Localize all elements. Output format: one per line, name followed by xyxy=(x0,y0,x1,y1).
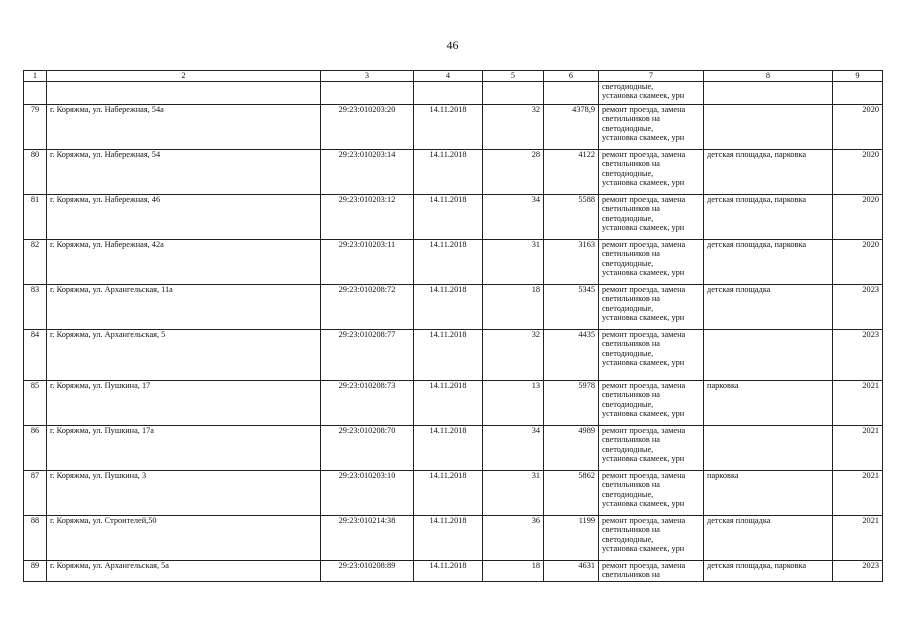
column-6-cell: 5978 xyxy=(544,381,599,426)
column-5-cell: 28 xyxy=(483,150,544,195)
year-cell: 2021 xyxy=(833,381,883,426)
work-line: установка скамеек, урн xyxy=(602,357,685,367)
header-cell: 4 xyxy=(414,71,483,82)
year-cell: 2023 xyxy=(833,330,883,381)
work-line: светильников на xyxy=(602,114,660,124)
column-6-cell: 4122 xyxy=(544,150,599,195)
extra-works-cell: детская площадка, парковка xyxy=(704,195,833,240)
cadastral-number-cell: 29:23:010203:10 xyxy=(321,471,414,516)
date-cell: 14.11.2018 xyxy=(414,150,483,195)
extra-works-cell: парковка xyxy=(704,471,833,516)
table-row xyxy=(24,195,883,240)
table-row xyxy=(24,330,883,381)
cadastral-number-cell: 29:23:010208:77 xyxy=(321,330,414,381)
year-cell: 2023 xyxy=(833,285,883,330)
work-line: установка скамеек, урн xyxy=(602,91,685,101)
address-cell: г. Коряжма, ул. Набережная, 46 xyxy=(47,195,321,240)
work-line: светильников на xyxy=(602,435,660,445)
extra-works-cell: парковка xyxy=(704,381,833,426)
row-number-cell: 83 xyxy=(24,285,47,330)
table-row xyxy=(24,561,883,582)
column-6-cell: 5345 xyxy=(544,285,599,330)
work-line: светодиодные, xyxy=(602,82,654,91)
column-5-cell: 31 xyxy=(483,240,544,285)
continuation-row xyxy=(24,82,883,105)
column-6-cell: 5862 xyxy=(544,471,599,516)
work-cell xyxy=(599,105,704,150)
work-line: светодиодные, xyxy=(602,258,654,268)
extra-works-cell xyxy=(704,330,833,381)
extra-works-cell: детская площадка, парковка xyxy=(704,240,833,285)
table-body xyxy=(24,82,883,582)
work-line: ремонт проезда, замена xyxy=(602,240,686,249)
header-cell: 5 xyxy=(483,71,544,82)
address-cell: г. Коряжма, ул. Набережная, 54а xyxy=(47,105,321,150)
work-cell xyxy=(599,471,704,516)
table-row xyxy=(24,516,883,561)
row-number-cell: 84 xyxy=(24,330,47,381)
extra-works-cell: детская площадка xyxy=(704,285,833,330)
work-line: светодиодные, xyxy=(602,444,654,454)
date-cell: 14.11.2018 xyxy=(414,195,483,240)
cadastral-number-cell: 29:23:010208:89 xyxy=(321,561,414,582)
column-5-cell: 34 xyxy=(483,426,544,471)
work-line: установка скамеек, урн xyxy=(602,543,685,553)
extra-works-cell: детская площадка, парковка xyxy=(704,561,833,582)
address-cell: г. Коряжма, ул. Пушкина, 17 xyxy=(47,381,321,426)
work-line: светильников на xyxy=(602,570,660,580)
year-cell: 2020 xyxy=(833,195,883,240)
row-number-cell: 82 xyxy=(24,240,47,285)
work-line: светодиодные, xyxy=(602,399,654,409)
page-number: 46 xyxy=(446,38,459,52)
header-cell: 1 xyxy=(24,71,47,82)
address-cell: г. Коряжма, ул. Архангельская, 5 xyxy=(47,330,321,381)
table-row xyxy=(24,150,883,195)
work-line: ремонт проезда, замена xyxy=(602,561,686,570)
work-cell xyxy=(599,195,704,240)
work-line: светодиодные, xyxy=(602,123,654,133)
column-5-cell: 36 xyxy=(483,516,544,561)
row-number-cell: 81 xyxy=(24,195,47,240)
work-cell xyxy=(599,330,704,381)
work-cell xyxy=(599,561,704,582)
address-cell: г. Коряжма, ул. Набережная, 54 xyxy=(47,150,321,195)
work-line: установка скамеек, урн xyxy=(602,408,685,418)
work-line: ремонт проезда, замена xyxy=(602,195,686,204)
work-line: светодиодные, xyxy=(602,534,654,544)
work-line: установка скамеек, урн xyxy=(602,312,685,322)
work-line: светодиодные, xyxy=(602,489,654,499)
year-cell: 2021 xyxy=(833,516,883,561)
cadastral-number-cell: 29:23:010203:14 xyxy=(321,150,414,195)
column-5-cell: 34 xyxy=(483,195,544,240)
work-line: установка скамеек, урн xyxy=(602,267,685,277)
column-5-cell: 18 xyxy=(483,561,544,582)
table-row xyxy=(24,381,883,426)
work-line: ремонт проезда, замена xyxy=(602,285,686,294)
row-number-cell: 88 xyxy=(24,516,47,561)
date-cell: 14.11.2018 xyxy=(414,285,483,330)
cadastral-number-cell: 29:23:010203:11 xyxy=(321,240,414,285)
work-line: светильников на xyxy=(602,480,660,490)
address-cell: г. Коряжма, ул. Архангельская, 5а xyxy=(47,561,321,582)
work-line: установка скамеек, урн xyxy=(602,498,685,508)
work-line: установка скамеек, урн xyxy=(602,177,685,187)
extra-works-cell xyxy=(704,426,833,471)
table-row xyxy=(24,285,883,330)
date-cell: 14.11.2018 xyxy=(414,330,483,381)
row-number-cell: 87 xyxy=(24,471,47,516)
column-6-cell: 3163 xyxy=(544,240,599,285)
address-cell: г. Коряжма, ул. Набережная, 42а xyxy=(47,240,321,285)
work-line: светильников на xyxy=(602,159,660,169)
work-cell xyxy=(599,82,704,105)
work-line: светодиодные, xyxy=(602,303,654,313)
date-cell: 14.11.2018 xyxy=(414,240,483,285)
cadastral-number-cell: 29:23:010208:73 xyxy=(321,381,414,426)
header-cell: 7 xyxy=(599,71,704,82)
data-table xyxy=(23,70,883,582)
column-6-cell: 5588 xyxy=(544,195,599,240)
date-cell: 14.11.2018 xyxy=(414,105,483,150)
date-cell: 14.11.2018 xyxy=(414,381,483,426)
row-number-cell: 80 xyxy=(24,150,47,195)
work-line: светильников на xyxy=(602,294,660,304)
year-cell: 2023 xyxy=(833,561,883,582)
work-line: ремонт проезда, замена xyxy=(602,471,686,480)
address-cell: г. Коряжма, ул. Строителей,50 xyxy=(47,516,321,561)
work-line: ремонт проезда, замена xyxy=(602,105,686,114)
column-6-cell: 4631 xyxy=(544,561,599,582)
cadastral-number-cell: 29:23:010203:12 xyxy=(321,195,414,240)
work-line: светильников на xyxy=(602,525,660,535)
date-cell: 14.11.2018 xyxy=(414,561,483,582)
work-cell xyxy=(599,381,704,426)
cadastral-number-cell: 29:23:010203:20 xyxy=(321,105,414,150)
column-5-cell: 13 xyxy=(483,381,544,426)
header-cell: 2 xyxy=(47,71,321,82)
work-line: ремонт проезда, замена xyxy=(602,330,686,339)
date-cell: 14.11.2018 xyxy=(414,426,483,471)
date-cell: 14.11.2018 xyxy=(414,471,483,516)
address-cell: г. Коряжма, ул. Пушкина, 3 xyxy=(47,471,321,516)
table-row xyxy=(24,105,883,150)
row-number-cell: 86 xyxy=(24,426,47,471)
work-cell xyxy=(599,285,704,330)
row-number-cell: 79 xyxy=(24,105,47,150)
year-cell: 2020 xyxy=(833,240,883,285)
column-5-cell: 32 xyxy=(483,330,544,381)
work-cell xyxy=(599,426,704,471)
table-row xyxy=(24,426,883,471)
cadastral-number-cell: 29:23:010214:38 xyxy=(321,516,414,561)
work-line: установка скамеек, урн xyxy=(602,222,685,232)
header-cell: 8 xyxy=(704,71,833,82)
header-cell: 9 xyxy=(833,71,883,82)
table-row xyxy=(24,240,883,285)
work-line: ремонт проезда, замена xyxy=(602,516,686,525)
work-line: светильников на xyxy=(602,339,660,349)
work-cell xyxy=(599,516,704,561)
work-line: светодиодные, xyxy=(602,213,654,223)
year-cell: 2020 xyxy=(833,105,883,150)
column-6-cell: 4989 xyxy=(544,426,599,471)
work-line: установка скамеек, урн xyxy=(602,132,685,142)
work-line: светодиодные, xyxy=(602,168,654,178)
address-cell: г. Коряжма, ул. Пушкина, 17а xyxy=(47,426,321,471)
work-line: светильников на xyxy=(602,204,660,214)
work-line: ремонт проезда, замена xyxy=(602,426,686,435)
extra-works-cell: детская площадка xyxy=(704,516,833,561)
column-5-cell: 32 xyxy=(483,105,544,150)
column-6-cell: 4378,9 xyxy=(544,105,599,150)
column-5-cell: 31 xyxy=(483,471,544,516)
work-cell xyxy=(599,240,704,285)
column-6-cell: 4435 xyxy=(544,330,599,381)
row-number-cell: 89 xyxy=(24,561,47,582)
work-line: установка скамеек, урн xyxy=(602,453,685,463)
cadastral-number-cell: 29:23:010208:72 xyxy=(321,285,414,330)
column-6-cell: 1199 xyxy=(544,516,599,561)
work-cell xyxy=(599,150,704,195)
extra-works-cell xyxy=(704,105,833,150)
work-line: светильников на xyxy=(602,390,660,400)
header-row xyxy=(24,71,883,82)
date-cell: 14.11.2018 xyxy=(414,516,483,561)
work-line: светильников на xyxy=(602,249,660,259)
year-cell: 2020 xyxy=(833,150,883,195)
extra-works-cell: детская площадка, парковка xyxy=(704,150,833,195)
work-line: светодиодные, xyxy=(602,348,654,358)
address-cell: г. Коряжма, ул. Архангельская, 11а xyxy=(47,285,321,330)
row-number-cell: 85 xyxy=(24,381,47,426)
column-5-cell: 18 xyxy=(483,285,544,330)
cadastral-number-cell: 29:23:010208:70 xyxy=(321,426,414,471)
year-cell: 2021 xyxy=(833,471,883,516)
header-cell: 6 xyxy=(544,71,599,82)
year-cell: 2021 xyxy=(833,426,883,471)
header-cell: 3 xyxy=(321,71,414,82)
table-row xyxy=(24,471,883,516)
work-line: ремонт проезда, замена xyxy=(602,150,686,159)
work-line: ремонт проезда, замена xyxy=(602,381,686,390)
